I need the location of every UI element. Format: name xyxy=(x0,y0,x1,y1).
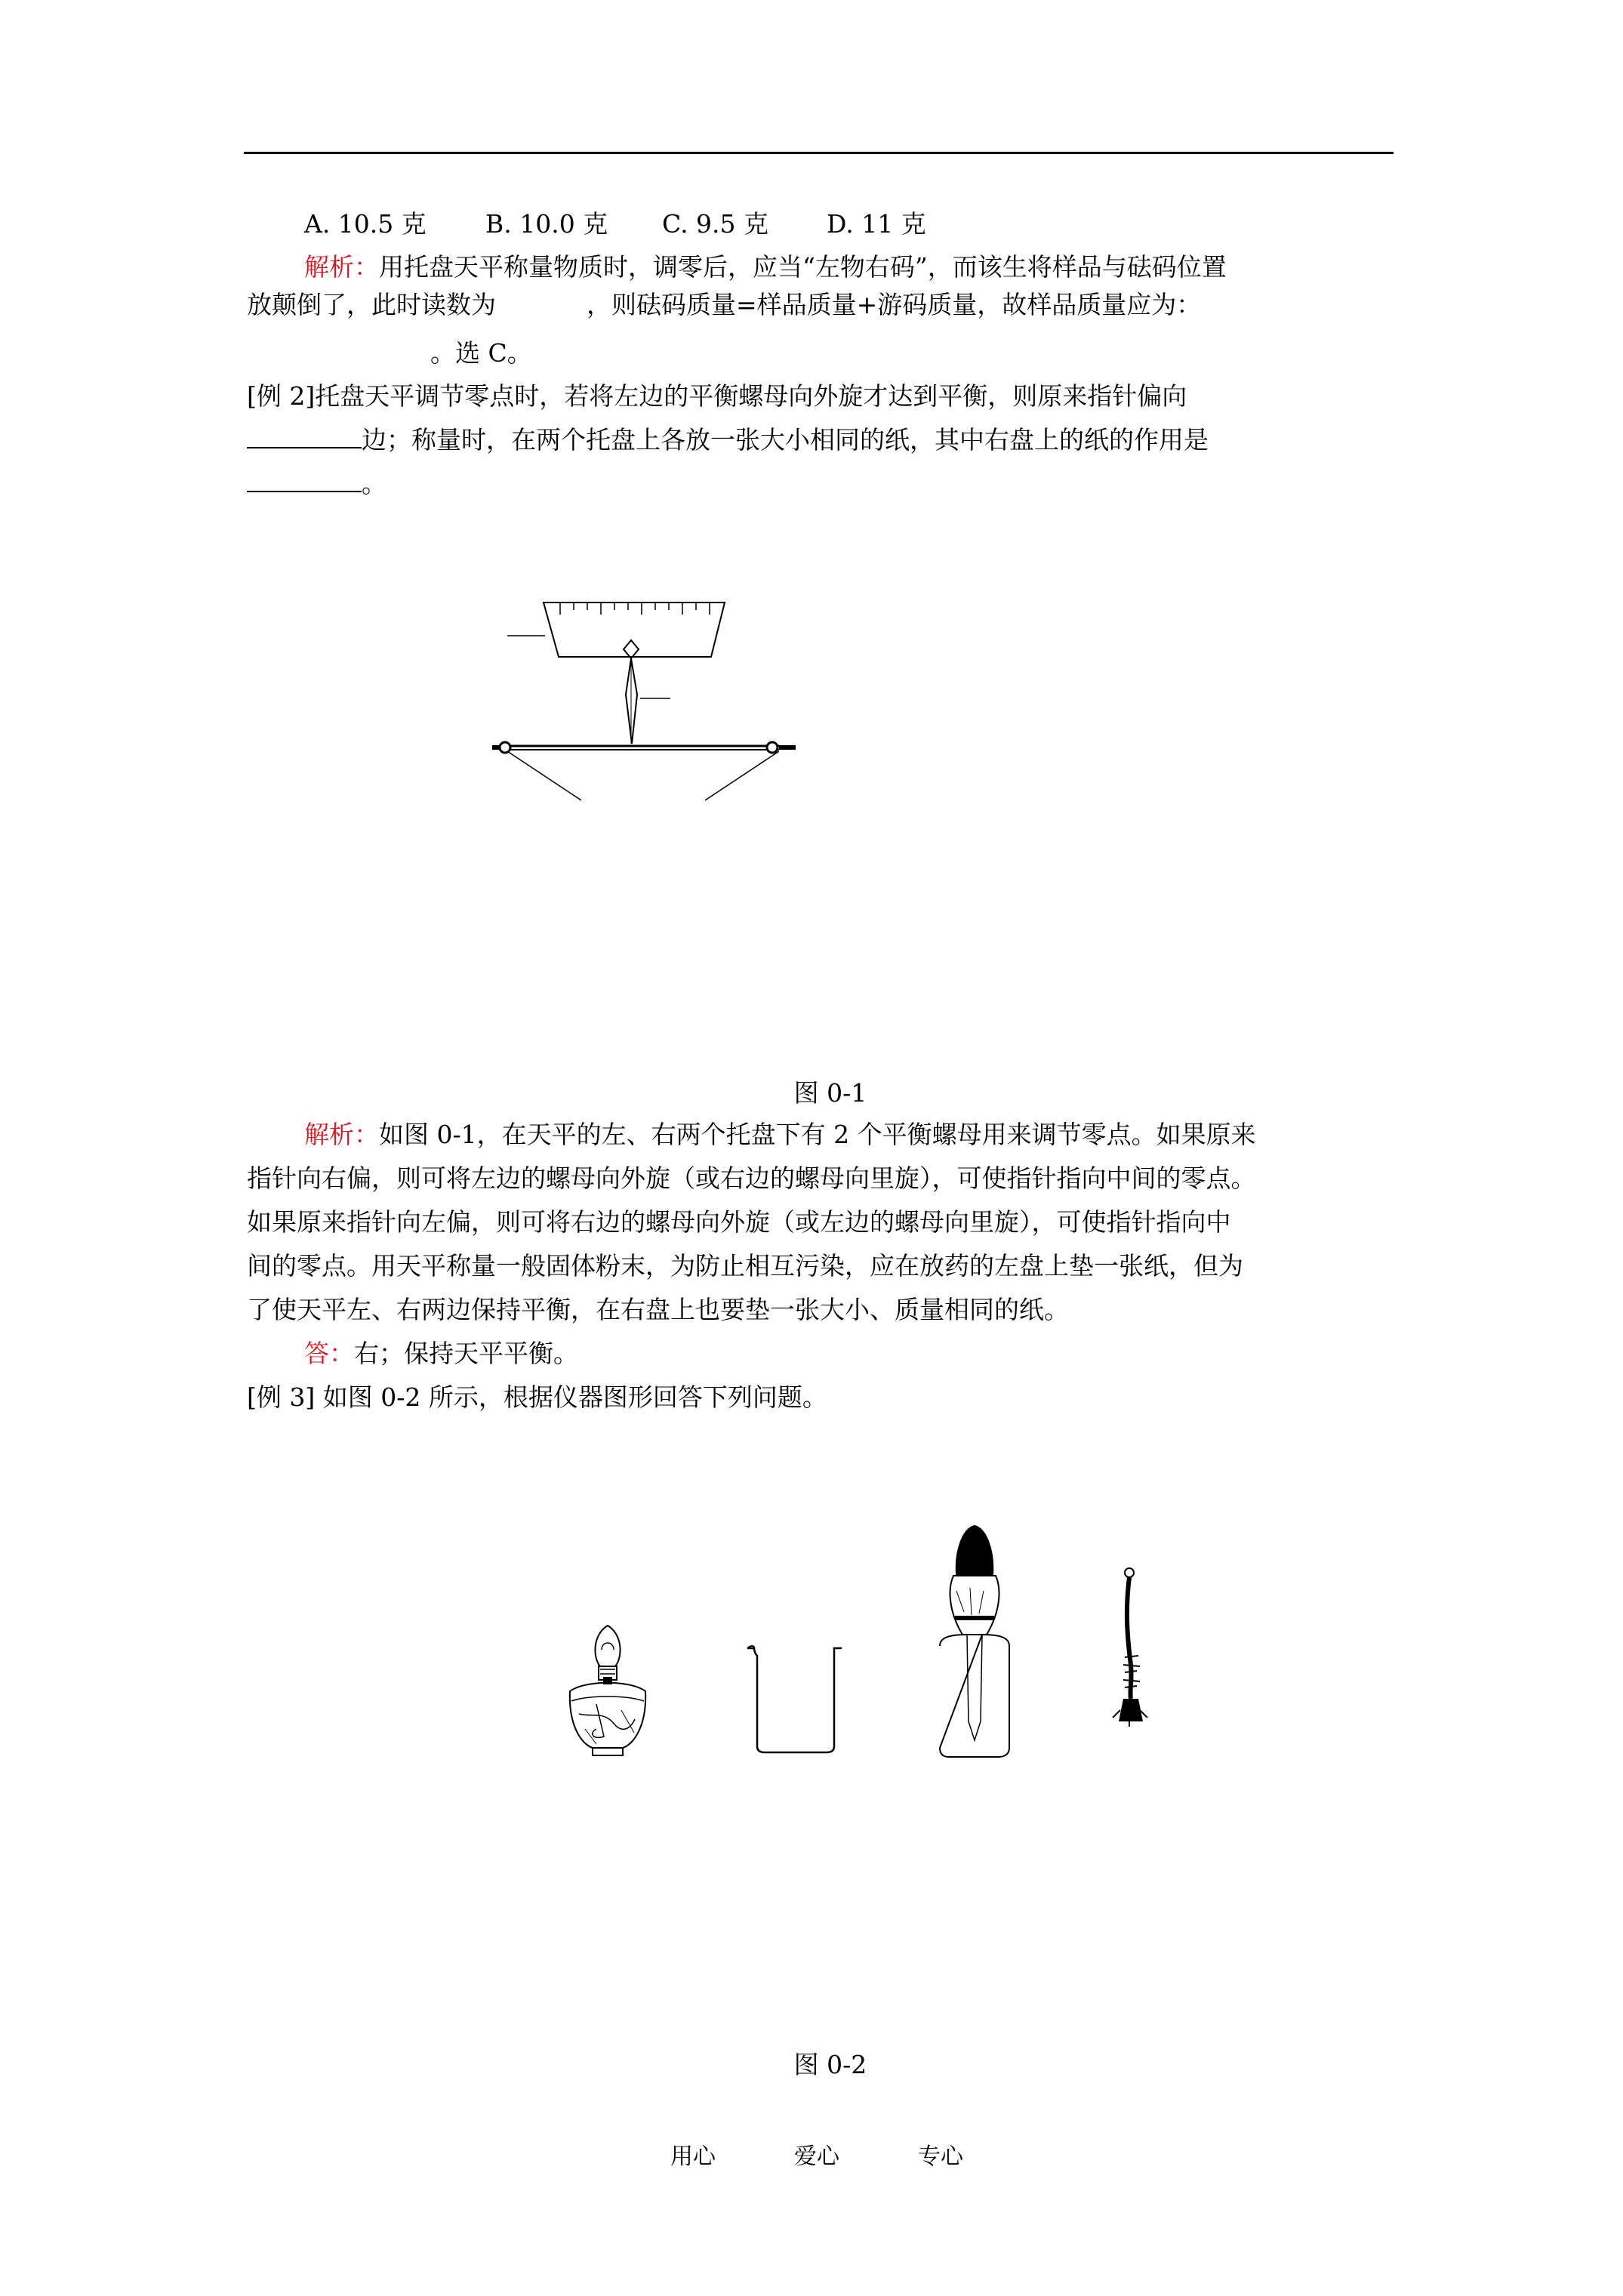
analysis1-label: 解析： xyxy=(304,252,379,282)
alcohol-lamp-icon xyxy=(562,1620,653,1759)
balance-diagram xyxy=(498,596,815,815)
option-d: D. 11 克 xyxy=(827,209,926,239)
footer xyxy=(0,2142,1623,2172)
example2-line3 xyxy=(247,463,387,505)
pointer-head xyxy=(624,640,639,658)
option-a: A. 10.5 克 xyxy=(304,209,427,239)
header-rule xyxy=(244,152,1394,154)
option-c: C. 9.5 克 xyxy=(662,209,769,239)
beaker-icon xyxy=(744,1642,845,1755)
example2-line1: [例 2]托盘天平调节零点时，若将左边的平衡螺母向外旋才达到平衡，则原来指针偏向 xyxy=(247,381,1187,411)
answer2-line xyxy=(304,1333,578,1375)
analysis2-line5: 了使天平左、右两边保持平衡，在右盘上也要垫一张大小、质量相同的纸。 xyxy=(247,1295,1069,1324)
analysis2-line4: 间的零点。用天平称量一般固体粉末，为防止相互污染，应在放药的左盘上垫一张纸，但为 xyxy=(247,1251,1243,1281)
analysis2-line1 xyxy=(304,1114,1256,1156)
analysis1-line1 xyxy=(304,246,1227,288)
footer-item-b: 爱心 xyxy=(794,2143,839,2170)
analysis2-text1: 如图 0-1，在天平的左、右两个托盘下有 2 个平衡螺母用来调节零点。如果原来 xyxy=(379,1120,1256,1149)
answer-blank-2[interactable] xyxy=(247,465,362,492)
footer-item-c: 专心 xyxy=(918,2143,963,2170)
answer2-label: 答： xyxy=(304,1339,354,1368)
right-balance-nut xyxy=(767,742,778,753)
analysis1-text2b: ，则砝码质量=样品质量+游码质量，故样品质量应为： xyxy=(587,290,1202,319)
example2-line2 xyxy=(247,419,1209,461)
example2-text3: 。 xyxy=(362,469,387,498)
analysis1-text2a: 放颠倒了，此时读数为 xyxy=(247,290,496,319)
footer-item-a: 用心 xyxy=(670,2143,716,2170)
answer2-text: 右；保持天平平衡。 xyxy=(354,1339,578,1368)
option-b: B. 10.0 克 xyxy=(485,209,608,239)
analysis2-line3: 如果原来指针向左偏，则可将右边的螺母向外旋（或左边的螺母向里旋），可使指针指向中 xyxy=(247,1207,1231,1237)
figure2-caption: 图 0-2 xyxy=(793,2050,867,2079)
left-hanger xyxy=(507,751,581,800)
example2-text2: 边；称量时，在两个托盘上各放一张大小相同的纸，其中右盘上的纸的作用是 xyxy=(362,425,1209,455)
right-hanger xyxy=(705,751,779,800)
analysis1-line2 xyxy=(247,284,1201,326)
scale-plate xyxy=(544,603,725,657)
brush-bottle-icon xyxy=(925,1521,1023,1759)
scale-ticks xyxy=(560,603,710,615)
example3-line: [例 3] 如图 0-2 所示，根据仪器图形回答下列问题。 xyxy=(247,1382,827,1412)
left-balance-nut xyxy=(500,742,510,753)
analysis1-line3: 。选 C。 xyxy=(430,338,532,368)
analysis1-text1: 用托盘天平称量物质时，调零后，应当“左物右码”，而该生将样品与砝码位置 xyxy=(379,252,1227,282)
figure1-caption: 图 0-1 xyxy=(793,1078,867,1108)
analysis2-label: 解析： xyxy=(304,1120,379,1149)
test-tube-brush-icon xyxy=(1102,1567,1155,1733)
analysis2-line2: 指针向右偏，则可将左边的螺母向外旋（或右边的螺母向里旋），可使指针指向中间的零点。 xyxy=(247,1163,1256,1193)
answer-blank-1[interactable] xyxy=(247,421,362,448)
